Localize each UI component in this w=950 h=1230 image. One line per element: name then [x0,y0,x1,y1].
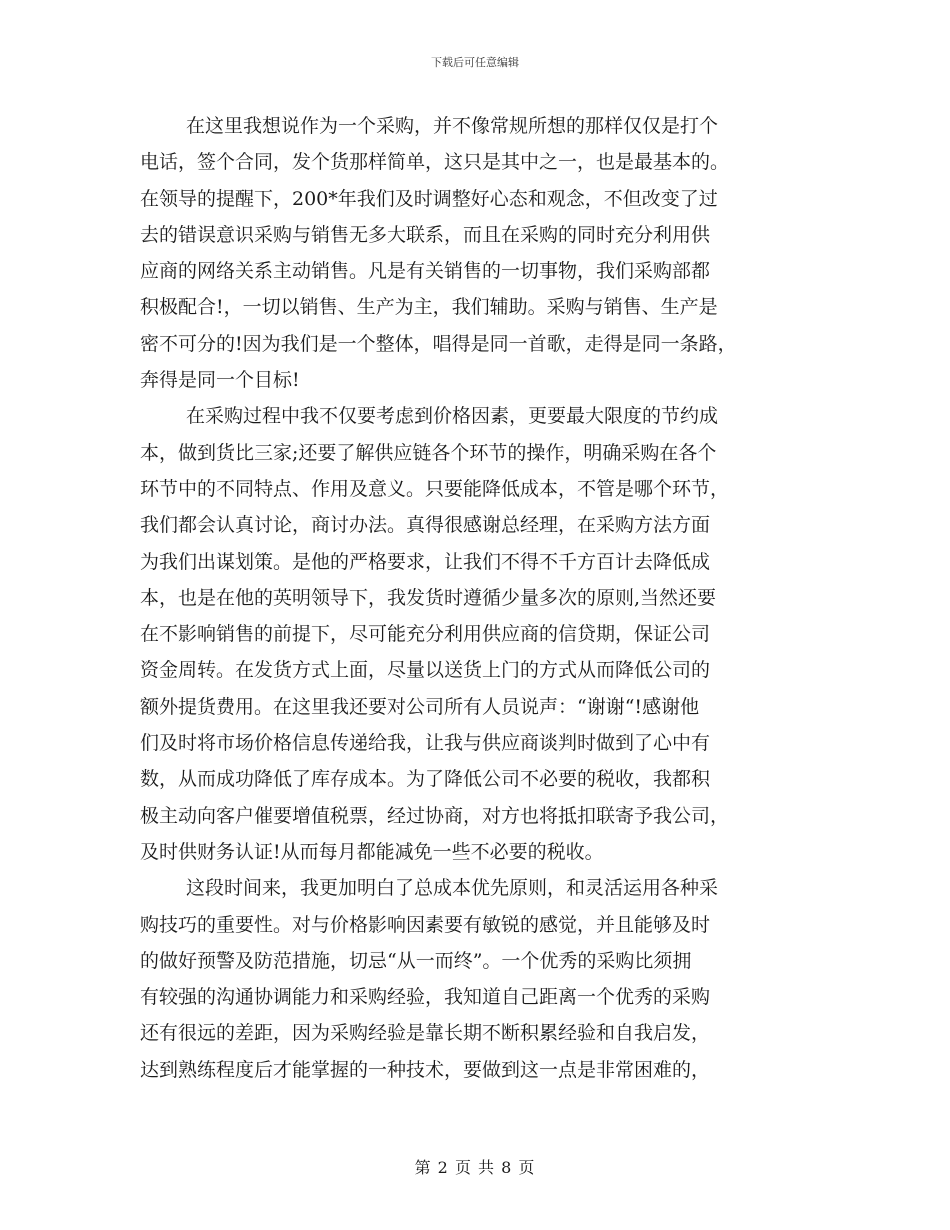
text-line: 在采购过程中我不仅要考虑到价格因素，更要最大限度的节约成 [186,405,719,428]
text-line: 电话，签个合同，发个货那样简单，这只是其中之一，也是最基本的。 [140,151,730,174]
text-line: 有较强的沟通协调能力和采购经验，我知道自己距离一个优秀的采购 [140,986,711,1009]
text-line: 我们都会认真讨论，商讨办法。真得很感谢总经理，在采购方法方面 [140,514,711,537]
text-line: 在不影响销售的前提下，尽可能充分利用供应商的信贷期，保证公司 [140,623,711,646]
text-line: 购技巧的重要性。对与价格影响因素要有敏锐的感觉，并且能够及时 [140,913,711,936]
header-note: 下载后可任意编辑 [431,56,519,69]
text-line: 的做好预警及防范措施，切忌“从一而终”。一个优秀的采购比须拥 [140,949,692,972]
text-line: 及时供财务认证!从而每月都能减免一些不必要的税收。 [140,840,604,863]
text-line: 这段时间来，我更加明白了总成本优先原则，和灵活运用各种采 [186,877,719,900]
text-line: 为我们出谋划策。是他的严格要求，让我们不得不千方百计去降低成 [140,550,711,573]
text-line: 去的错误意识采购与销售无多大联系，而且在采购的同时充分利用供 [140,223,711,246]
page-number: 第 2 页 共 8 页 [414,1158,536,1177]
text-line: 密不可分的!因为我们是一个整体，唱得是同一首歌，走得是同一条路， [140,332,737,355]
text-line: 本，做到货比三家;还要了解供应链各个环节的操作，明确采购在各个 [140,441,717,464]
text-line: 应商的网络关系主动销售。凡是有关销售的一切事物，我们采购部都 [140,260,711,283]
text-line: 环节中的不同特点、作用及意义。只要能降低成本，不管是哪个环节， [140,477,730,500]
text-line: 们及时将市场价格信息传递给我，让我与供应商谈判时做到了心中有 [140,732,711,755]
text-line: 额外提货费用。在这里我还要对公司所有人员说声：“谢谢“!感谢他 [140,695,700,718]
text-line: 在领导的提醒下，200*年我们及时调整好心态和观念，不但改变了过 [140,187,718,210]
text-line: 极主动向客户催要增值税票，经过协商，对方也将抵扣联寄予我公司， [140,804,730,827]
text-line: 本，也是在他的英明领导下，我发货时遵循少量多次的原则,当然还要 [140,586,717,609]
document-body [140,108,812,1088]
text-line: 数，从而成功降低了库存成本。为了降低公司不必要的税收，我都积 [140,768,711,791]
text-line: 积极配合!，一切以销售、生产为主，我们辅助。采购与销售、生产是 [140,296,718,319]
text-line: 资金周转。在发货方式上面，尽量以送货上门的方式从而降低公司的 [140,659,711,682]
text-line: 奔得是同一个目标! [140,369,300,392]
text-line: 达到熟练程度后才能掌握的一种技术，要做到这一点是非常困难的， [140,1058,711,1081]
text-line: 还有很远的差距，因为采购经验是靠长期不断积累经验和自我启发， [140,1022,711,1045]
text-line: 在这里我想说作为一个采购，并不像常规所想的那样仅仅是打个 [186,115,719,137]
